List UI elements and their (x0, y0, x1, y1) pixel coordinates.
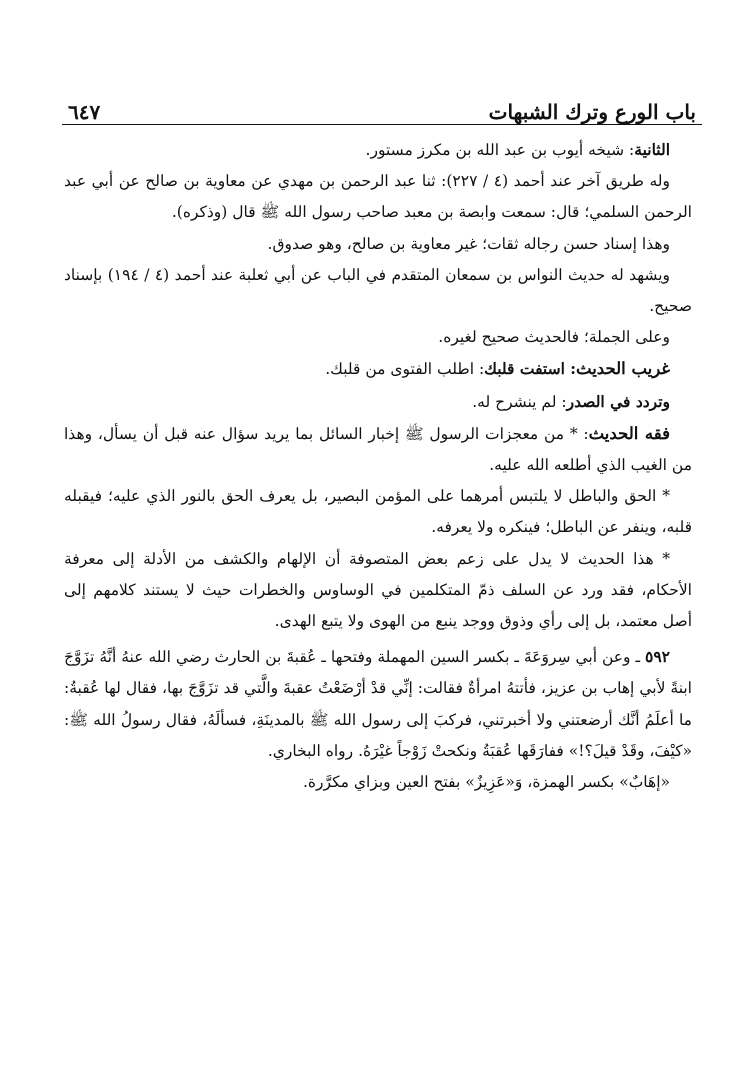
paragraph-gloss: «إهَابٌ» بكسر الهمزة، وَ«عَزِيزٌ» بفتح العين وبزاي مكرَّرة. (303, 773, 670, 792)
page-body (64, 134, 692, 798)
label-fiqh: فقه الحديث (588, 423, 670, 443)
paragraph-other-route: وله طريق آخر عند أحمد (٤ / ٢٢٧): ثنا عبد الرحمن بن مهدي عن معاوية بن صالح عن أبي عبد الرحمن السلمي؛ قال: سمعت وابصة بن معبد صاحب رسول الله ﷺ قال (وذكره). (64, 172, 692, 222)
hadith-number: ٥٩٢ (645, 647, 670, 667)
text-second: : شيخه أيوب بن عبد الله بن مكرز مستور. (365, 141, 635, 159)
paragraph-gharib (64, 353, 692, 385)
paragraph-haqq-batil: * الحق والباطل لا يلتبس أمرهما على المؤمن البصير، بل يعرف الحق بالنور الذي عليه؛ فيقبله قلبه، وينفر عن الباطل؛ فينكره ولا يعرفه. (64, 487, 692, 537)
paragraph-isnad-hasan: وهذا إسناد حسن رجاله ثقات؛ غير معاوية بن صالح، وهو صدوق. (267, 234, 670, 253)
term-taraddud: وتردد في الصدر (566, 391, 670, 411)
term-istafti: : استفت قلبك (484, 359, 576, 379)
text-fiqh: : * من معجزات الرسول ﷺ إخبار السائل بما يريد سؤال عنه قبل أن يسأل، وهذا من الغيب الذي أطلعه الله عليه. (64, 424, 692, 475)
header-rule (62, 124, 702, 125)
paragraph-witness: ويشهد له حديث النواس بن سمعان المتقدم في الباب عن أبي ثعلبة عند أحمد (٤ / ١٩٤) بإسناد صحيح. (64, 265, 692, 316)
label-gharib: غريب الحديث (576, 359, 670, 379)
paragraph-fiqh (64, 418, 692, 481)
paragraph-ilham: * هذا الحديث لا يدل على زعم بعض المتصوفة أن الإلهام والكشف من الأدلة إلى معرفة الأحكام، فقد ورد عن السلف ذمّ المتكلمين في الوساوس والخطرات حيث لا يستند كلامهم إلى أصل معتمد، بل إلى رأي وذوق ووجد ينبع من الهوى ولا يتبع الهدى. (64, 549, 692, 631)
label-second: الثانية (634, 140, 670, 159)
paragraph-summary: وعلى الجملة؛ فالحديث صحيح لغيره. (438, 328, 670, 347)
paragraph-taraddud (64, 386, 692, 418)
text-istafti: : اطلب الفتوى من قلبك. (325, 360, 485, 379)
text-taraddud: : لم ينشرح له. (472, 392, 567, 411)
hadith-text: ـ وعن أبي سِروَعَةَ ـ بكسر السين المهملة وفتحها ـ عُقبةَ بن الحارث رضي الله عنهُ أنَّهُ تزَوَّجَ ابنةً لأبي إهاب بن عزيز، فأتتهُ امرأةٌ فقالت: إنِّي قدْ أرْضَعْتُ عقبةَ والَّتي قد تزَوَّجَ بها، فقال لها عُقبةُ: ما أعلَمُ أنَّك أرضعتني ولا أخبرتني، فركبَ إلى رسول الله ﷺ بالمدينَةِ، فسألَهُ، فقال رسولُ الله ﷺ: «كيْفَ، وقَدْ قيلَ؟!» ففارَقَها عُقبَةُ ونكحتْ زَوْجاً غيْرَهُ. رواه البخاري. (64, 648, 692, 760)
paragraph-hadith-592 (64, 641, 692, 767)
page-header (68, 84, 696, 124)
page-number: ٦٤٧ (68, 100, 101, 124)
chapter-title: باب الورع وترك الشبهات (488, 100, 696, 124)
paragraph-second-narrator (64, 134, 692, 166)
